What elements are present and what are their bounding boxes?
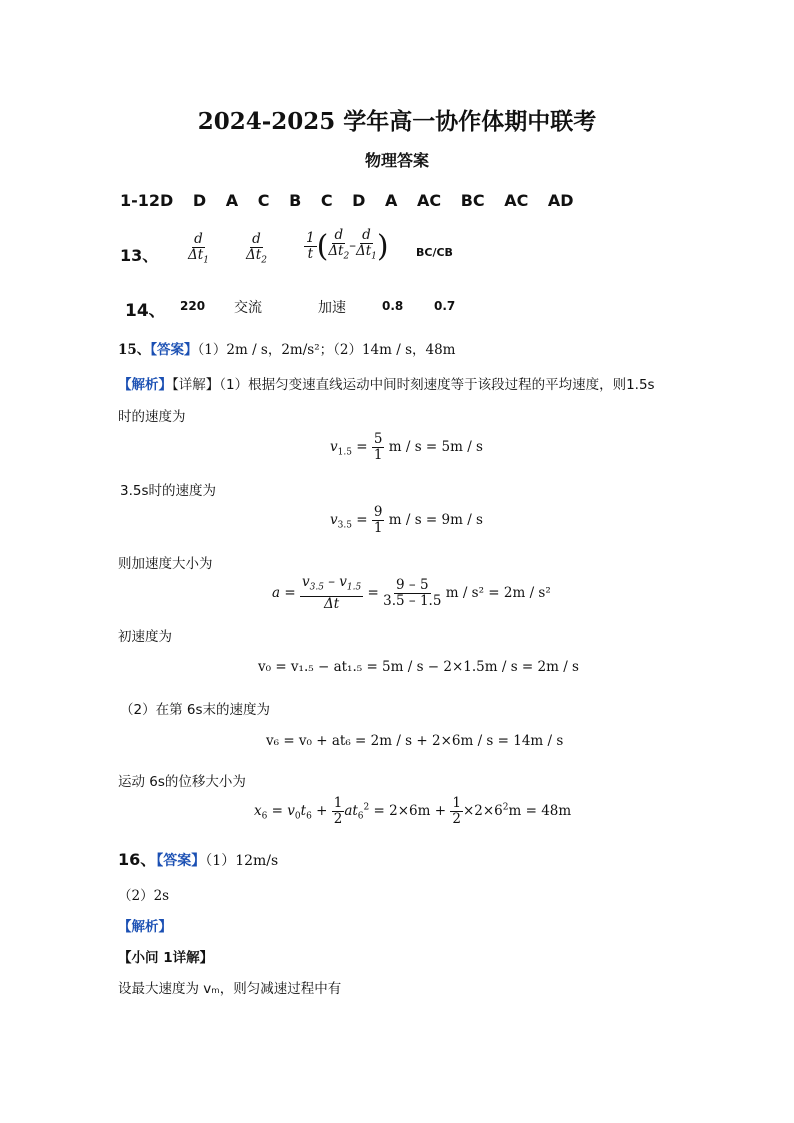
q14-answer-2: 交流 [234,300,262,316]
q15-paragraph-6: 运动 6s的位移大小为 [118,774,246,790]
mcq-answer: AC [504,191,529,210]
analysis-tag: 【解析】 [118,377,172,393]
mcq-answer: AD [547,191,574,210]
q14-answer-5: 0.7 [434,299,456,313]
q13-answer-last: BC/CB [416,246,453,259]
mcq-answers [120,191,588,210]
q15-equation-6: $x_6 = v_0t_6$ + $\frac{1}{2}$ $at_6^2 = 2\times 6m$ + $\frac{1}{2}$ $\times 2\times 6^2m = 48m$ [254,795,572,827]
equation-result: = 48m [525,803,572,819]
q16-analysis-tag: 【解析】 [118,919,172,935]
fraction-denominator: t [307,245,314,262]
q13-fraction-3: $\frac{1}{t}$ ( $\frac{d}{\Delta t_2}$ – $\frac{d}{\Delta t_1}$ ) [306,227,389,264]
subscript: 2 [343,251,350,262]
q16-answer-2: （2）2s [118,888,170,904]
q15-label: 15、 [118,342,151,358]
q14-label: 14、 [125,301,166,321]
mcq-answer: C [320,191,333,210]
equation-result: = 9m / s [425,512,483,528]
mcq-answer: AC [417,191,442,210]
mcq-answer: A [385,191,398,210]
q14-answer-4: 0.8 [382,299,404,313]
q16-subquestion-1: 【小问 1详解】 [118,950,214,966]
subscript: 1 [203,255,209,266]
q15-equation-3: a = $\frac{v_{3.5} - v_{1.5}}{\Delta t}$ = $\frac{9 - 5}{3.5 - 1.5}$ m / s² = 2m / s² [272,574,551,612]
detail-tag: 【详解】 [172,377,220,393]
page-subtitle: 物理答案 [364,151,429,170]
answer-tag: 【答案】 [156,853,206,869]
q15-equation-5: v₆ = v₀ + at₆ = 2m / s + 2×6m / s = 14m / s [266,733,564,749]
q16-answer-1: （1）12m/s [205,853,279,869]
mcq-answer: BC [460,191,485,210]
mcq-answer: B [289,191,302,210]
fraction-denominator: Δt [246,247,262,263]
q15-paragraph-5: （2）在第 6s末的速度为 [120,702,271,718]
q15-answer-text: （1）2m / s，2m/s²；（2）14m / s，48m [197,342,456,358]
fraction-denominator: Δt [188,247,204,263]
fraction-numerator: d [194,231,203,247]
q15-equation-1: $v_{1.5}$ = $\frac{5}{1}$ m / s = 5m / s [330,431,483,463]
q15-paragraph-3: 则加速度大小为 [118,556,213,572]
subscript: 2 [261,255,267,266]
q15-equation-2: $v_{3.5}$ = $\frac{9}{1}$ m / s = 9m / s [330,504,483,536]
mcq-answer: A [225,191,239,210]
mcq-label: 1-12D [120,191,174,210]
mcq-answer: D [352,191,366,210]
fraction-numerator: d [252,231,261,247]
equation-result: = 2m / s² [488,584,551,601]
q15-answer-line [118,338,455,358]
fraction-denominator: Δt [355,243,372,259]
q15-paragraph-1: （1）根据匀变速直线运动中间时刻速度等于该段过程的平均速度，则1.5s [219,377,655,393]
equation-result: = 5m / s [425,439,483,455]
q13-fraction-2 [246,232,267,269]
subscript: 1 [371,251,377,262]
q15-paragraph-4: 初速度为 [118,629,172,645]
q15-paragraph-1b: 时的速度为 [118,409,186,425]
q15-equation-4: v₀ = v₁.₅ − at₁.₅ = 5m / s − 2×1.5m / s = 2m / s [258,659,579,675]
fraction-numerator: d [334,227,344,243]
q14-answer-1: 220 [180,299,206,313]
q16-paragraph-1: 设最大速度为 vₘ，则匀减速过程中有 [118,981,342,997]
q13-fraction-1 [188,232,209,269]
q13-label: 13、 [120,246,159,265]
q14-answer-3: 加速 [318,300,346,316]
fraction-numerator: d [362,227,371,243]
q15-analysis-line [118,373,655,393]
page-title: 2024-2025 学年高一协作体期中联考 [197,108,597,135]
q16-label: 16、 [118,850,157,869]
q15-paragraph-2: 3.5s时的速度为 [120,483,217,499]
fraction-denominator: Δt [328,243,344,259]
mcq-answer: C [257,191,270,210]
answer-tag: 【答案】 [150,342,198,358]
q16-answer-line [118,847,278,870]
mcq-answer: D [192,191,207,210]
fraction-numerator: 1 [306,229,315,246]
